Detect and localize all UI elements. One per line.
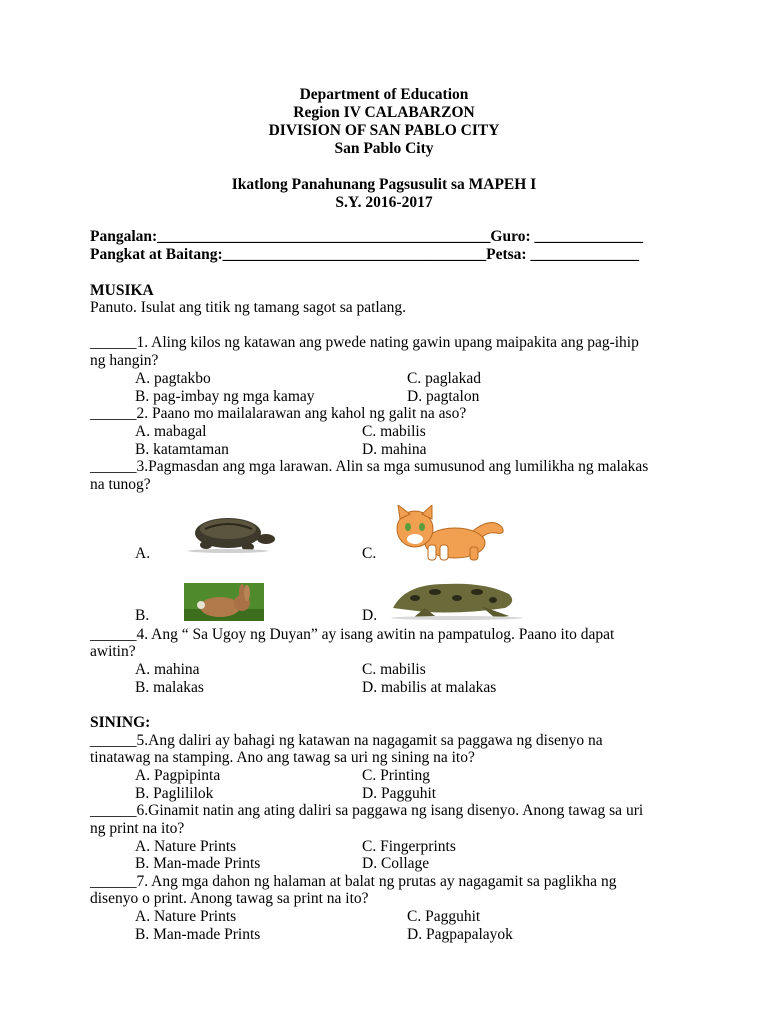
question-1-cont: ng hangin? (90, 352, 159, 369)
question-7: ______7. Ang mga dahon ng halaman at balat ng prutas ay nagagamit sa paglikha ng (90, 873, 617, 890)
school-year: S.Y. 2016-2017 (335, 194, 433, 211)
q4-option-a: A. mahina (135, 661, 200, 678)
exam-title: Ikatlong Panahunang Pagsusulit sa MAPEH I (231, 176, 537, 193)
q1-option-b: B. pag-imbay ng mga kamay (135, 388, 315, 405)
name-teacher-field[interactable]: Pangalan:___________________________________________Guro: ______________ (90, 228, 643, 245)
q4-option-b: B. malakas (135, 679, 204, 696)
turtle-image (180, 505, 280, 555)
question-6: ______6.Ginamit natin ang ating daliri sa paggawa ng isang disenyo. Anong tawag sa uri (90, 802, 644, 819)
q4-option-d: D. mabilis at malakas (362, 679, 497, 696)
section-date-field[interactable]: Pangkat at Baitang:__________________________________Petsa: ______________ (90, 246, 639, 263)
q1-option-d: D. pagtalon (407, 388, 480, 405)
q2-option-a: A. mabagal (135, 423, 207, 440)
section-heading-musika: MUSIKA (90, 282, 154, 299)
question-4-cont: awitin? (90, 643, 136, 660)
q3-option-c: C. (362, 545, 377, 562)
header-region: Region IV CALABARZON (293, 104, 475, 121)
frog-image (385, 578, 530, 620)
q6-option-c: C. Fingerprints (362, 838, 456, 855)
question-5-cont: tinatawag na stamping. Ano ang tawag sa uri ng sining na ito? (90, 749, 475, 766)
cat-image (380, 505, 510, 561)
q5-option-d: D. Pagguhit (362, 785, 437, 802)
q7-option-b: B. Man-made Prints (135, 926, 261, 943)
question-2: ______2. Paano mo mailalarawan ang kahol ng galit na aso? (90, 405, 467, 422)
q3-option-d: D. (362, 607, 378, 624)
question-3-cont: na tunog? (90, 476, 151, 493)
q3-option-a: A. (135, 545, 151, 562)
q4-option-c: C. mabilis (362, 661, 426, 678)
q1-option-c: C. paglakad (407, 370, 482, 387)
q2-option-b: B. katamtaman (135, 441, 229, 458)
section-heading-sining: SINING: (90, 714, 151, 731)
instructions: Panuto. Isulat ang titik ng tamang sagot sa patlang. (90, 299, 406, 316)
question-7-cont: disenyo o print. Anong tawag sa print na ito? (90, 890, 369, 907)
q3-option-b: B. (135, 607, 150, 624)
header-city: San Pablo City (334, 140, 434, 157)
q5-option-b: B. Paglililok (135, 785, 214, 802)
q5-option-a: A. Pagpipinta (135, 767, 221, 784)
question-5: ______5.Ang daliri ay bahagi ng katawan na nagagamit sa paggawa ng disenyo na (90, 732, 603, 749)
question-4: ______4. Ang “ Sa Ugoy ng Duyan” ay isang awitin na pampatulog. Paano ito dapat (90, 626, 615, 643)
q7-option-c: C. Pagguhit (407, 908, 481, 925)
question-6-cont: ng print na ito? (90, 820, 185, 837)
header-department: Department of Education (299, 86, 469, 103)
q6-option-d: D. Collage (362, 855, 430, 872)
q7-option-d: D. Pagpapalayok (407, 926, 513, 943)
rabbit-image (184, 583, 264, 621)
question-1: ______1. Aling kilos ng katawan ang pwede nating gawin upang maipakita ang pag-ihip (90, 334, 639, 351)
q5-option-c: C. Printing (362, 767, 431, 784)
q6-option-b: B. Man-made Prints (135, 855, 261, 872)
q2-option-c: C. mabilis (362, 423, 426, 440)
q1-option-a: A. pagtakbo (135, 370, 211, 387)
q2-option-d: D. mahina (362, 441, 427, 458)
q6-option-a: A. Nature Prints (135, 838, 237, 855)
question-3: ______3.Pagmasdan ang mga larawan. Alin sa mga sumusunod ang lumilikha ng malakas (90, 458, 649, 475)
header-division: DIVISION OF SAN PABLO CITY (268, 122, 500, 139)
q7-option-a: A. Nature Prints (135, 908, 237, 925)
